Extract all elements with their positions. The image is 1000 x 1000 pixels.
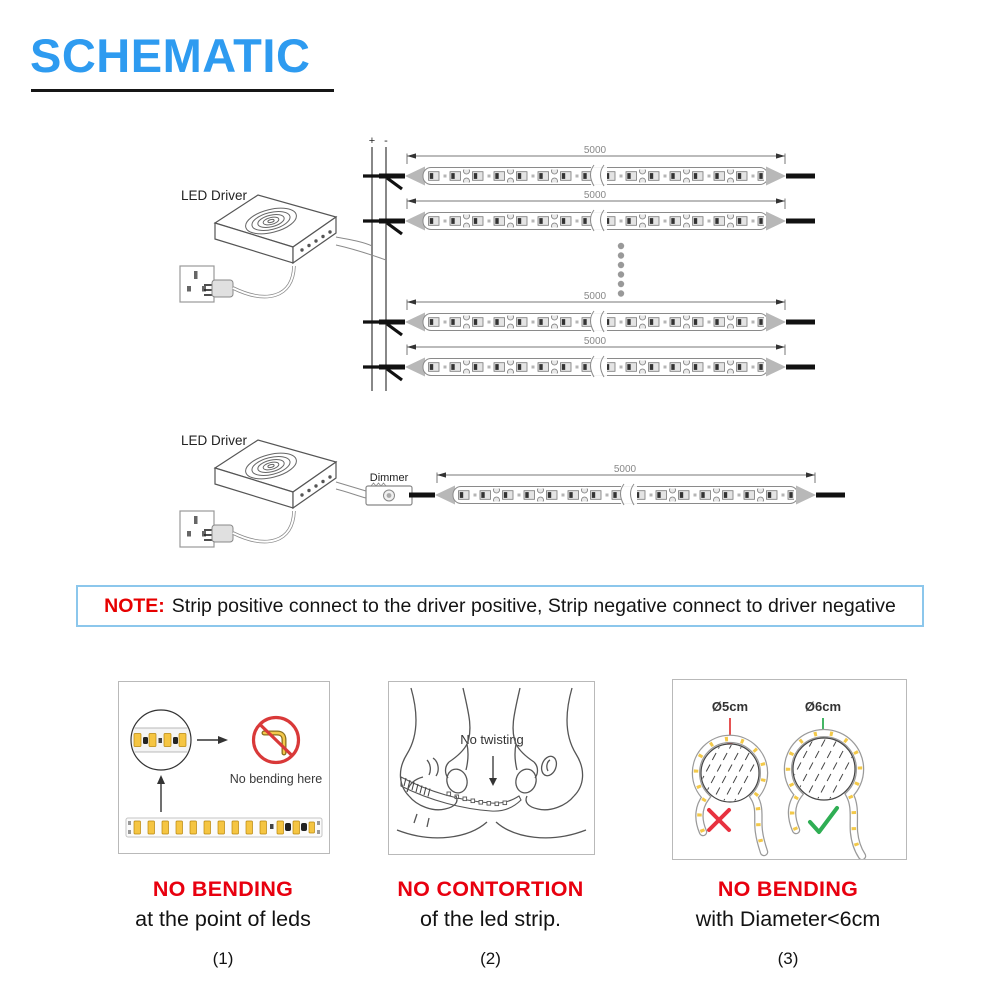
- dimmer: [366, 472, 434, 505]
- arrow-right-icon: [197, 736, 228, 744]
- strip-4-length: 5000: [583, 336, 607, 347]
- no-bend-prohibition-icon: [254, 718, 299, 763]
- left-hand: [397, 688, 487, 838]
- strip-2-length: 5000: [583, 190, 607, 201]
- caption-3-subheading: with Diameter<6cm: [695, 906, 881, 931]
- note-label: NOTE:: [104, 594, 165, 617]
- right-hand: [496, 688, 586, 838]
- caption-3-heading: NO BENDING: [717, 877, 859, 901]
- caption-2-subheading: of the led strip.: [419, 906, 562, 931]
- check-icon: [810, 808, 837, 832]
- led-strip-sample: [126, 818, 322, 837]
- no-twisting-label: No twisting: [460, 732, 524, 747]
- no-twisting-illustration: [389, 682, 594, 854]
- caption-2-heading: NO CONTORTION: [397, 877, 584, 901]
- caption-1-number: (1): [212, 948, 234, 968]
- bend-diameter-illustration: [673, 680, 906, 859]
- led-driver-2: [180, 433, 366, 547]
- caption-3: [653, 876, 923, 969]
- bus-positive-label: +: [368, 135, 376, 147]
- no-bending-illustration: [119, 682, 329, 853]
- caption-1: [93, 876, 353, 969]
- led-strip-5: [409, 464, 845, 505]
- no-bending-here-label: No bending here: [229, 772, 323, 786]
- led-strip-4: [379, 336, 815, 377]
- dimmer-label: Dimmer: [369, 472, 409, 484]
- strip-1-length: 5000: [583, 145, 607, 156]
- led-strip-1: [379, 145, 815, 186]
- magnified-strip: [127, 728, 195, 752]
- small-loop-5cm: [688, 738, 768, 852]
- wiring-diagram: [0, 130, 1000, 582]
- strip-3-length: 5000: [583, 291, 607, 302]
- led-strip-3: [379, 291, 815, 332]
- panel-no-bending-point: [118, 681, 330, 854]
- led-driver-1: [180, 188, 386, 302]
- large-loop-6cm: [779, 732, 865, 856]
- caption-1-subheading: at the point of leds: [135, 906, 311, 931]
- diameter-6cm-label: Ø6cm: [804, 699, 842, 714]
- caption-1-heading: NO BENDING: [152, 877, 294, 901]
- title-underline: [31, 89, 334, 92]
- caption-3-number: (3): [777, 948, 799, 968]
- power-bus: [363, 135, 404, 391]
- led-strip-2: [379, 190, 815, 231]
- more-strips-ellipsis: [618, 243, 624, 297]
- led-driver-2-label: LED Driver: [181, 433, 248, 448]
- note-box: [76, 585, 924, 627]
- bus-negative-label: -: [384, 135, 388, 147]
- led-driver-1-label: LED Driver: [181, 188, 248, 203]
- arrow-up-icon: [157, 775, 165, 812]
- panel-bend-diameter: [672, 679, 907, 860]
- panel-no-contortion: [388, 681, 595, 855]
- diameter-5cm-label: Ø5cm: [711, 699, 749, 714]
- note-text: Strip positive connect to the driver positive, Strip negative connect to driver negative: [171, 594, 896, 617]
- arrow-down-icon: [489, 756, 497, 786]
- strip-5-length: 5000: [613, 464, 637, 475]
- caption-2: [363, 876, 618, 969]
- page-title: SCHEMATIC: [30, 29, 311, 82]
- cross-icon: [709, 810, 729, 830]
- caption-2-number: (2): [480, 948, 501, 968]
